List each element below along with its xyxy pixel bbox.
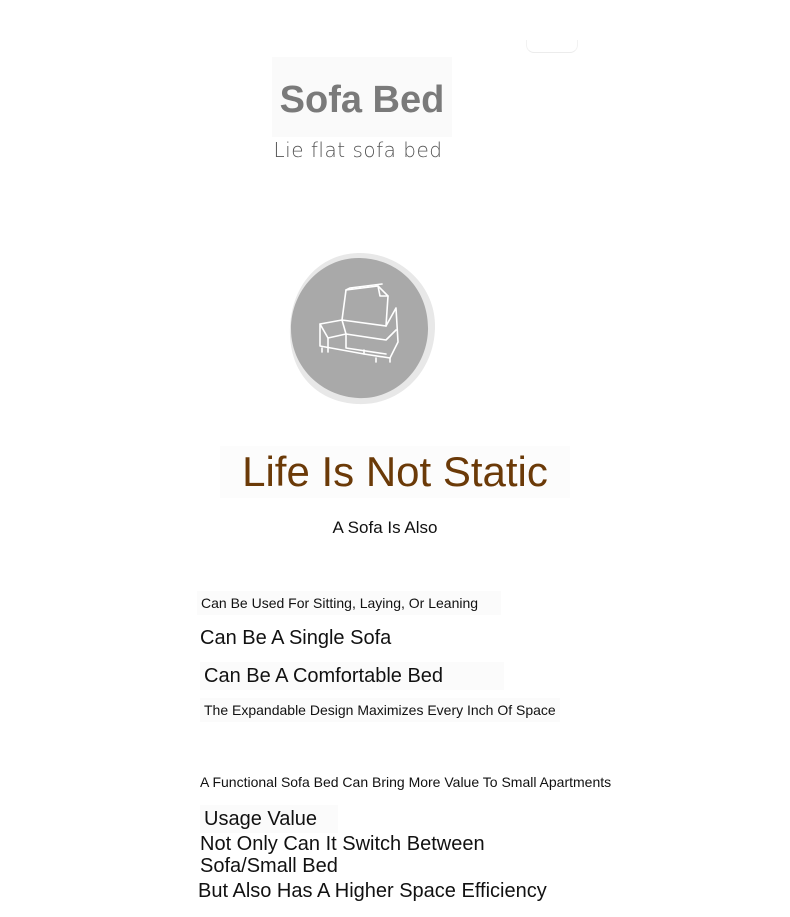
hero-heading: Life Is Not Static bbox=[220, 446, 570, 498]
value-line-2: But Also Has A Higher Space Efficiency bbox=[198, 880, 547, 902]
value-line-1: Not Only Can It Switch Between Sofa/Small Bed bbox=[200, 833, 485, 877]
page-subtitle: Lie flat sofa bed bbox=[273, 138, 443, 162]
feature-line-2: Can Be A Single Sofa bbox=[200, 627, 392, 649]
armchair-icon bbox=[286, 250, 438, 408]
value-title: Usage Value bbox=[200, 805, 338, 833]
value-intro: A Functional Sofa Bed Can Bring More Value To Small Apartments bbox=[200, 774, 612, 790]
feature-line-3: Can Be A Comfortable Bed bbox=[200, 662, 504, 690]
feature-line-4: The Expandable Design Maximizes Every Inch Of Space bbox=[200, 698, 560, 722]
page-title: Sofa Bed bbox=[279, 79, 445, 121]
top-tab[interactable] bbox=[526, 40, 578, 53]
hero-subheading: A Sofa Is Also bbox=[332, 518, 438, 537]
feature-line-1: Can Be Used For Sitting, Laying, Or Leaning bbox=[197, 591, 501, 615]
